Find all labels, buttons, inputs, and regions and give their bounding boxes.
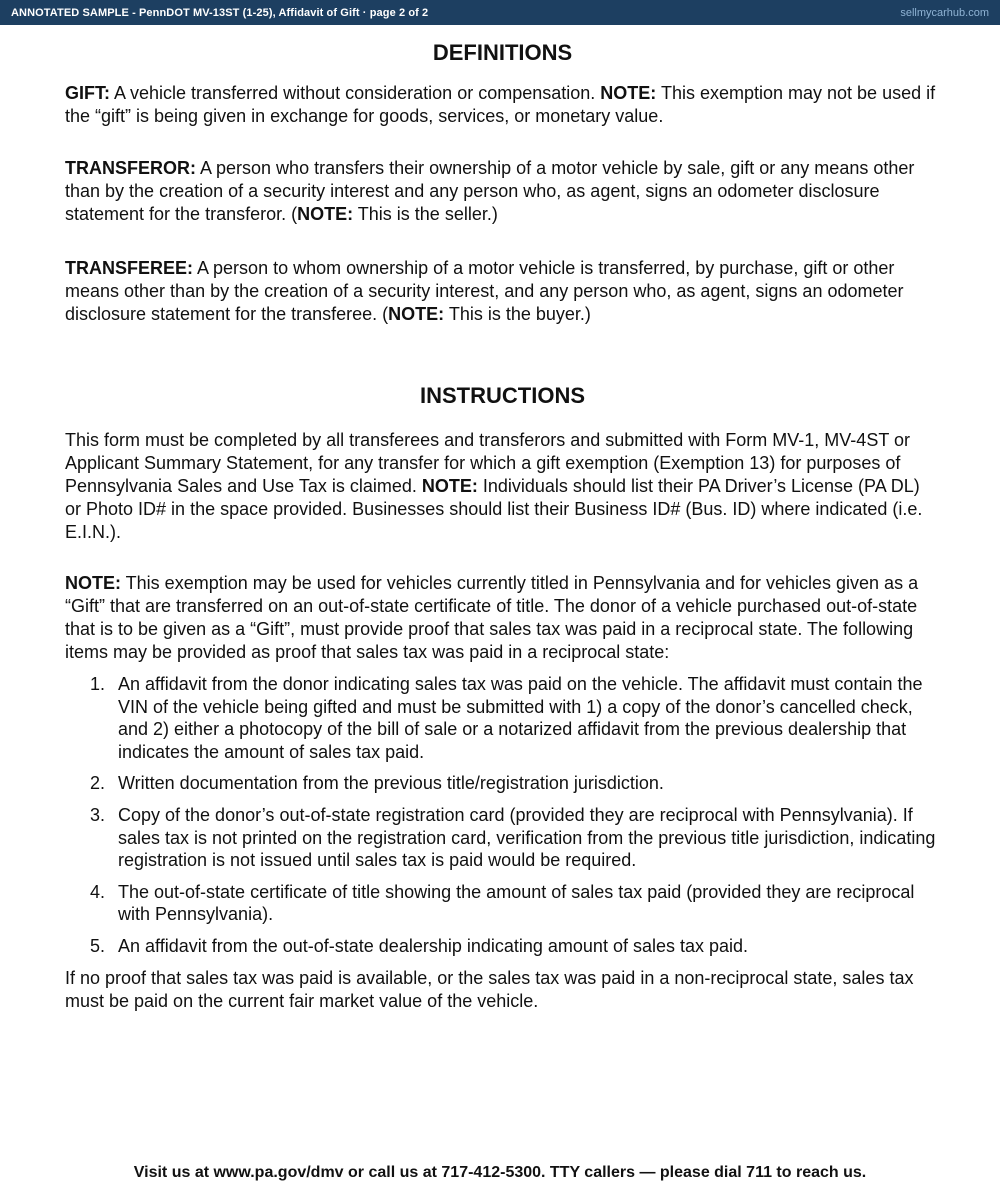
- list-item: 3. Copy of the donor’s out-of-state registration card (provided they are reciprocal with Pennsylvania). If sales tax is not printed on the registration card, verification from the previous title jurisdiction, indicating registration is not issued until sales tax is paid would be required.: [90, 804, 936, 871]
- instructions-paragraph-1: This form must be completed by all transferees and transferors and submitted with Form MV-1, MV-4ST or Applicant Summary Statement, for any transfer for which a gift exemption (Exemption 13) for purposes of Pennsylvania Sales and Use Tax is claimed. NOTE: Individuals should list their PA Driver’s License (PA DL) or Photo ID# in the space provided. Businesses should list their Business ID# (Bus. ID) where indicated (i.e. E.I.N.).: [65, 430, 923, 542]
- gift-note-label: NOTE:: [600, 83, 657, 103]
- contact-footer: Visit us at www.pa.gov/dmv or call us at 717-412-5300. TTY callers — please dial 711 to reach us.: [133, 1164, 867, 1181]
- transferor-term: TRANSFEROR:: [65, 158, 196, 178]
- instructions-note-label: NOTE:: [421, 476, 478, 496]
- transferee-note-label: NOTE:: [388, 304, 445, 324]
- list-item: 1. An affidavit from the donor indicating sales tax was paid on the vehicle. The affidavit must contain the VIN of the vehicle being gifted and must be submitted with 1) a copy of the donor’s cancelled check, and 2) either a photocopy of the bill of sale or a notarized affidavit from the previous dealership that indicates the amount of sales tax paid.: [90, 674, 923, 762]
- definition-transferee: TRANSFEREE: A person to whom ownership of a motor vehicle is transferred, by purchase, gift or other means other than by the creation of a security interest, and any person who, as agent, signs an odometer disclosure statement for the transferee. (NOTE: This is the buyer.): [65, 258, 904, 324]
- definition-gift: GIFT: A vehicle transferred without consideration or compensation. NOTE: This exemption may not be used if the “gift” is being given in exchange for goods, services, or monetary value.: [65, 83, 936, 126]
- list-number: 2.: [90, 773, 106, 794]
- sample-banner: [0, 0, 1000, 25]
- definition-transferor: TRANSFEROR: A person who transfers their ownership of a motor vehicle by sale, gift or any means other than by the creation of a security interest and any person who, as agent, signs an odometer disclosure statement for the transferor. (NOTE: This is the seller.): [65, 158, 915, 224]
- list-item: 2. Written documentation from the previous title/registration jurisdiction.: [90, 773, 664, 794]
- proof-list: [65, 673, 940, 958]
- list-number: 3.: [90, 804, 106, 825]
- list-item: 5. An affidavit from the out-of-state dealership indicating amount of sales tax paid.: [90, 935, 749, 956]
- gift-term: GIFT:: [65, 83, 110, 103]
- banner-site: sellmycarhub.com: [900, 6, 989, 19]
- exemption-note-label: NOTE:: [65, 573, 121, 593]
- list-number: 4.: [90, 881, 106, 902]
- transferee-term: TRANSFEREE:: [65, 258, 194, 278]
- closing-paragraph: If no proof that sales tax was paid is available, or the sales tax was paid in a non-reciprocal state, sales tax must be paid on the current fair market value of the vehicle.: [65, 967, 914, 1011]
- list-item: 4. The out-of-state certificate of title showing the amount of sales tax paid (provided they are reciprocal with Pennsylvania).: [90, 881, 915, 925]
- list-number: 1.: [90, 674, 106, 694]
- instructions-heading: INSTRUCTIONS: [420, 383, 585, 408]
- document-page: [65, 25, 940, 1013]
- banner-title: ANNOTATED SAMPLE - PennDOT MV-13ST (1-25), Affidavit of Gift · page 2 of 2: [11, 6, 429, 19]
- list-number: 5.: [90, 935, 106, 956]
- transferor-note-label: NOTE:: [297, 204, 354, 224]
- definitions-heading: DEFINITIONS: [432, 40, 573, 65]
- instructions-paragraph-2: NOTE: This exemption may be used for vehicles currently titled in Pennsylvania and for vehicles given as a “Gift” that are transferred on an out-of-state certificate of title. The donor of a vehicle purchased out-of-state that is to be given as a “Gift”, must provide proof that sales tax was paid in a reciprocal state. The following items may be provided as proof that sales tax was paid in a reciprocal state:: [65, 573, 919, 662]
